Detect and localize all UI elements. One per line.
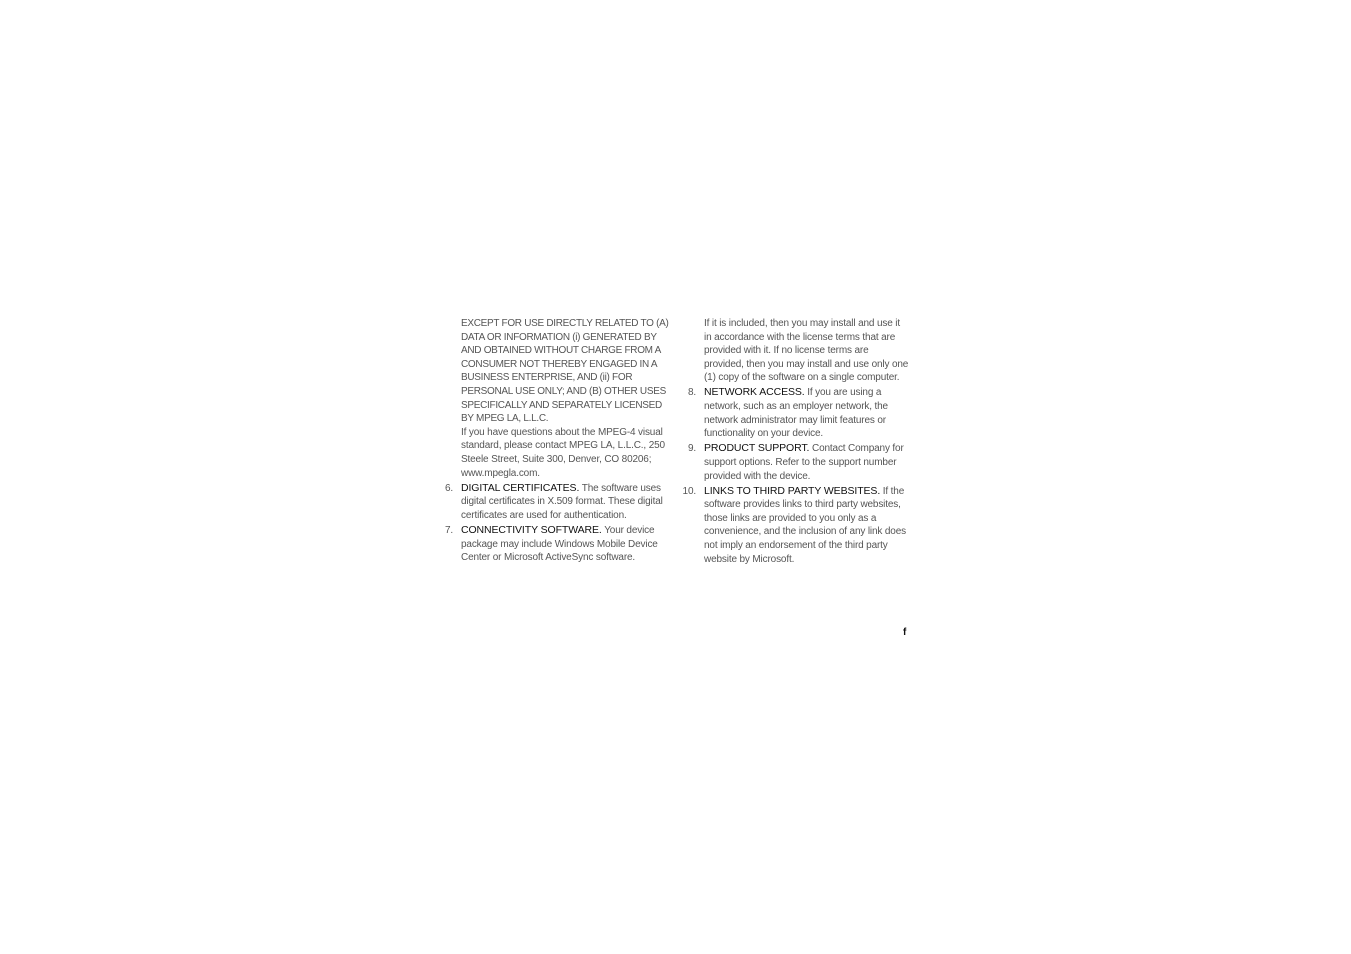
- mpeg-caps-paragraph: EXCEPT FOR USE DIRECTLY RELATED TO (A) DATA OR INFORMATION (i) GENERATED BY AND OBTAINED WITHOUT CHARGE FROM A CONSUMER NOT THEREBY ENGAGED IN A BUSINESS ENTERPRISE, AND (ii) FOR PERSONAL USE ONLY; AND (B) OTHER USES SPECIFICALLY AND SEPARATELY LICENSED BY MPEG LA, L.L.C.: [461, 318, 669, 425]
- item-heading: PRODUCT SUPPORT.: [704, 442, 810, 455]
- list-item-third-party-links: [682, 484, 910, 567]
- item-number: 8.: [687, 387, 696, 399]
- item-body: If the software provides links to third party websites, those links are provided to you only as a convenience, and the inclusion of any link does not imply an endorsement of the third party website by Microsoft.: [704, 485, 906, 565]
- item-number: 7.: [444, 524, 453, 536]
- mpeg-contact-paragraph: If you have questions about the MPEG-4 visual standard, please contact MPEG LA, L.L.C., 250 Steele Street, Suite 300, Denver, CO 80206; www.mpegla.com.: [461, 426, 665, 479]
- list-item-digital-certificates: [444, 481, 669, 523]
- list-item-product-support: [687, 442, 910, 483]
- right-column: [682, 317, 910, 566]
- connectivity-continuation-paragraph: If it is included, then you may install and use it in accordance with the license terms that are provided with it. If no license terms are provided, then you may install and use only one (1) copy of the software on a single computer.: [704, 318, 909, 384]
- item-heading: CONNECTIVITY SOFTWARE.: [461, 523, 602, 536]
- item-heading: DIGITAL CERTIFICATES.: [461, 481, 580, 494]
- page-number: f: [903, 627, 907, 638]
- list-item-network-access: [687, 386, 910, 440]
- item-body: If you are using a network, such as an employer network, the network administrator may limit features or functionality on your device.: [704, 387, 888, 440]
- item-number: 6.: [444, 482, 453, 494]
- item-body: The software uses digital certificates in X.509 format. These digital certificates are used for authentication.: [461, 482, 663, 521]
- item-heading: LINKS TO THIRD PARTY WEBSITES.: [704, 484, 881, 497]
- item-number: 10.: [682, 485, 696, 497]
- item-body: Your device package may include Windows Mobile Device Center or Microsoft ActiveSync software.: [461, 524, 658, 564]
- left-column: [444, 317, 669, 565]
- item-number: 9.: [687, 443, 696, 455]
- list-item-connectivity-software: [444, 523, 669, 565]
- item-body: Contact Company for support options. Refer to the support number provided with the device.: [704, 443, 904, 482]
- item-heading: NETWORK ACCESS.: [704, 386, 805, 399]
